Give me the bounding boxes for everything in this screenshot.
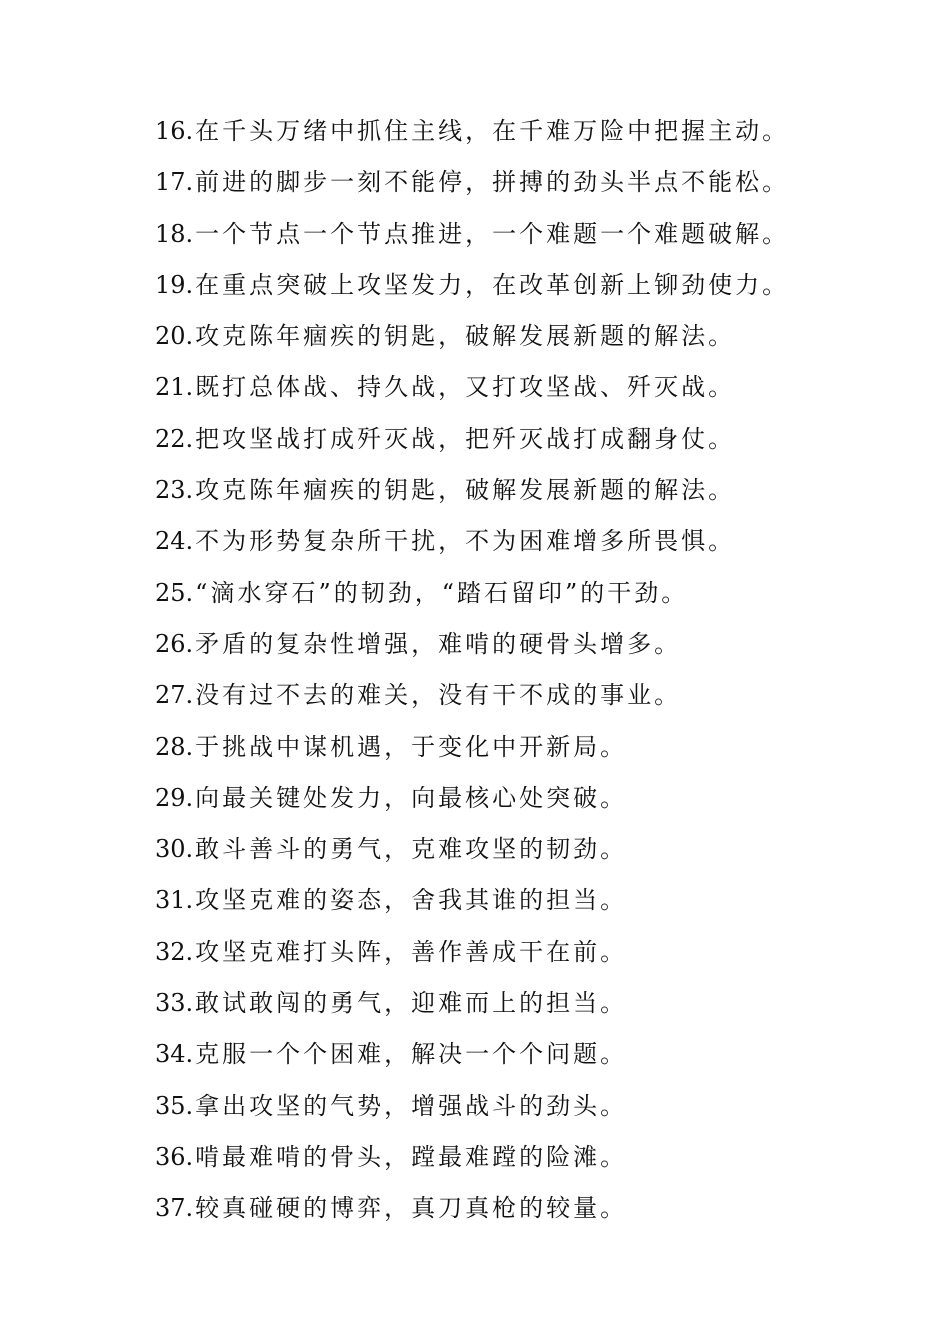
item-number: 24. (155, 527, 194, 556)
item-number: 23. (155, 476, 194, 505)
list-item (155, 418, 915, 469)
item-text: 攻克陈年痼疾的钥匙，破解发展新题的解法。 (195, 476, 736, 505)
item-number: 21. (155, 373, 194, 402)
list-item (155, 931, 915, 982)
item-number: 33. (155, 989, 194, 1018)
list-item (155, 264, 915, 315)
list-item (155, 623, 915, 674)
item-text: 啃最难啃的骨头，蹚最难蹚的险滩。 (195, 1142, 628, 1171)
list-item (155, 520, 915, 571)
item-text: 在千头万绪中抓住主线，在千难万险中把握主动。 (195, 117, 790, 145)
item-text: 攻坚克难的姿态，舍我其谁的担当。 (195, 886, 628, 915)
item-number: 34. (155, 1040, 194, 1069)
list-item (155, 1136, 915, 1187)
item-text: 攻克陈年痼疾的钥匙，破解发展新题的解法。 (195, 322, 736, 351)
item-text: 克服一个个困难，解决一个个问题。 (195, 1040, 628, 1069)
list-item (155, 828, 915, 879)
item-text: 矛盾的复杂性增强，难啃的硬骨头增多。 (195, 629, 682, 658)
item-text: 向最关键处发力，向最核心处突破。 (195, 783, 628, 812)
item-number: 16. (155, 117, 194, 145)
list-item (155, 572, 915, 623)
list-item (155, 161, 915, 212)
item-number: 20. (155, 322, 194, 351)
list-item (155, 982, 915, 1033)
item-text: 攻坚克难打头阵，善作善成干在前。 (195, 937, 628, 966)
list-item (155, 726, 915, 777)
item-text: 拿出攻坚的气势，增强战斗的劲头。 (195, 1091, 628, 1120)
item-text: 较真碰硬的博弈，真刀真枪的较量。 (195, 1194, 628, 1223)
slogan-list (155, 110, 915, 1239)
list-item (155, 315, 915, 366)
item-text: “滴水穿石”的韧劲，“踏石留印”的干劲。 (195, 578, 689, 607)
item-text: 既打总体战、持久战，又打攻坚战、歼灭战。 (195, 373, 736, 402)
item-number: 18. (155, 219, 194, 248)
list-item (155, 110, 915, 161)
item-number: 29. (155, 783, 194, 812)
item-number: 19. (155, 270, 194, 299)
item-number: 27. (155, 681, 194, 710)
item-number: 25. (155, 578, 194, 607)
item-number: 36. (155, 1142, 194, 1171)
item-number: 28. (155, 732, 194, 761)
item-number: 37. (155, 1194, 194, 1223)
item-text: 一个节点一个节点推进，一个难题一个难题破解。 (195, 219, 790, 248)
item-number: 26. (155, 629, 194, 658)
item-number: 35. (155, 1091, 194, 1120)
item-text: 在重点突破上攻坚发力，在改革创新上铆劲使力。 (195, 270, 790, 299)
item-text: 不为形势复杂所干扰，不为困难增多所畏惧。 (195, 527, 736, 556)
item-text: 把攻坚战打成歼灭战，把歼灭战打成翻身仗。 (195, 424, 736, 453)
item-text: 前进的脚步一刻不能停，拼搏的劲头半点不能松。 (195, 168, 790, 197)
list-item (155, 1187, 915, 1238)
item-number: 17. (155, 168, 194, 197)
list-item (155, 879, 915, 930)
list-item (155, 469, 915, 520)
list-item (155, 777, 915, 828)
item-text: 没有过不去的难关，没有干不成的事业。 (195, 681, 682, 710)
item-text: 敢试敢闯的勇气，迎难而上的担当。 (195, 989, 628, 1018)
item-number: 31. (155, 886, 194, 915)
list-item (155, 1085, 915, 1136)
item-text: 于挑战中谋机遇，于变化中开新局。 (195, 732, 628, 761)
list-item (155, 213, 915, 264)
item-number: 22. (155, 424, 194, 453)
list-item (155, 674, 915, 725)
item-text: 敢斗善斗的勇气，克难攻坚的韧劲。 (195, 835, 628, 864)
list-item (155, 366, 915, 417)
list-item (155, 1033, 915, 1084)
item-number: 32. (155, 937, 194, 966)
item-number: 30. (155, 835, 194, 864)
